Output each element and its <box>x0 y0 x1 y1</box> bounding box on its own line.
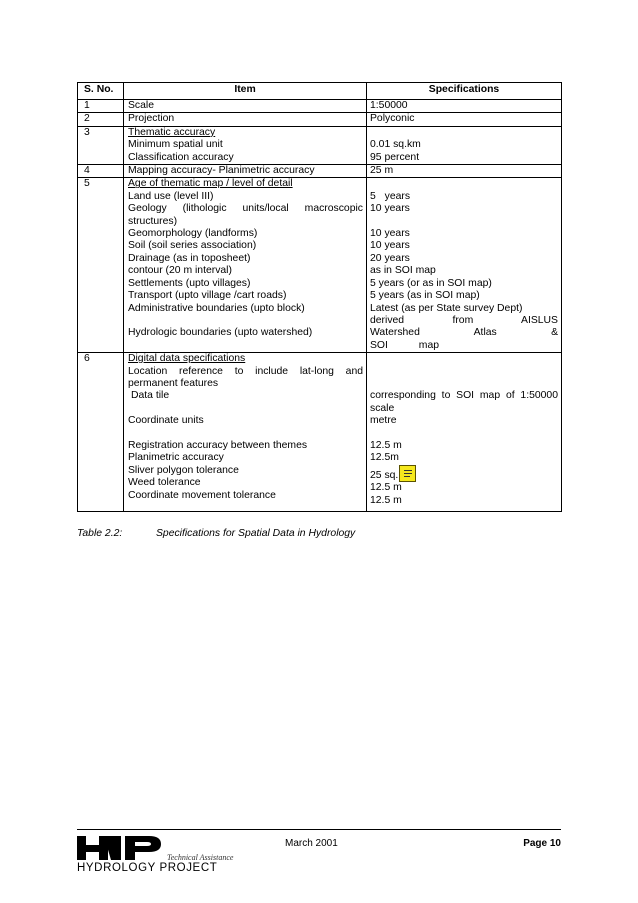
sticky-note-icon[interactable] <box>399 465 416 482</box>
spec-text: 10 years <box>370 228 410 240</box>
item-text: Coordinate movement tolerance <box>128 489 276 501</box>
item-text: Minimum spatial unit <box>128 139 223 151</box>
item-text: Registration accuracy between themes <box>128 439 308 451</box>
table-row <box>78 100 562 113</box>
table-row <box>78 353 562 512</box>
item-text: Settlements (upto villages) <box>128 277 251 289</box>
spec-text: 12.5 m <box>370 439 402 451</box>
spec-text: 10 years <box>370 203 410 215</box>
spec-line-with-note <box>370 465 558 482</box>
item-text: contour (20 m interval) <box>128 265 232 277</box>
row-sno: 5 <box>78 178 124 353</box>
spec-text: 95 percent <box>370 151 420 163</box>
item-text: Hydrologic boundaries (upto watershed) <box>128 327 313 339</box>
spec-text: 12.5m <box>370 452 399 464</box>
spec-text: 10 years <box>370 240 410 252</box>
item-text: Weed tolerance <box>128 477 201 489</box>
item-text: Drainage (as in toposheet) <box>128 252 251 264</box>
header-sno: S. No. <box>78 83 124 100</box>
row-sno: 1 <box>78 100 124 113</box>
header-item: Item <box>124 83 367 100</box>
table-caption-text: Specifications for Spatial Data in Hydrology <box>156 528 356 539</box>
item-text: Projection <box>128 113 175 125</box>
table-row <box>78 113 562 126</box>
spec-text: as in SOI map <box>370 265 436 277</box>
item-heading: Digital data specifications <box>128 353 246 365</box>
table-row <box>78 126 562 164</box>
logo-name: HYDROLOGY PROJECT <box>77 862 218 874</box>
spec-text: 5 years <box>370 190 411 202</box>
row-sno: 4 <box>78 165 124 178</box>
hp-logo-icon <box>77 834 167 862</box>
item-text: Soil (soil series association) <box>128 240 257 252</box>
item-text: Land use (level III) <box>128 190 214 202</box>
item-text: Transport (upto village /cart roads) <box>128 290 287 302</box>
table-caption-label: Table 2.2: <box>77 528 123 539</box>
item-heading: Thematic accuracy <box>128 126 216 138</box>
item-text: Administrative boundaries (upto block) <box>128 302 305 314</box>
logo-tagline: Technical Assistance <box>167 853 234 862</box>
spec-text: metre <box>370 415 397 427</box>
item-text: Mapping accuracy- Planimetric accuracy <box>128 165 315 177</box>
spec-text: 25 sq. <box>370 469 399 481</box>
item-text: Geology (lithologic units/local macroscopic structures) <box>128 203 363 227</box>
spec-text: 1:50000 <box>370 100 408 111</box>
item-text: Data tile <box>131 390 170 402</box>
spec-text: derived from AISLUS Watershed Atlas & SOI map <box>370 314 558 351</box>
row-sno: 2 <box>78 113 124 126</box>
item-text: Planimetric accuracy <box>128 452 224 464</box>
item-heading: Age of thematic map / level of detail <box>128 178 293 190</box>
item-text: Location reference to include lat-long and permanent features <box>128 365 363 389</box>
table-row <box>78 178 562 353</box>
hydrology-project-logo <box>77 834 234 876</box>
item-text: Classification accuracy <box>128 151 234 163</box>
item-text: Coordinate units <box>128 415 204 427</box>
row-sno: 3 <box>78 126 124 164</box>
spec-text: 25 m <box>370 165 394 177</box>
table-row <box>78 165 562 178</box>
spec-text: 12.5 m <box>370 494 402 506</box>
spec-text: 20 years <box>370 252 410 264</box>
spec-text: 5 years (as in SOI map) <box>370 290 480 302</box>
specifications-table <box>77 82 562 512</box>
item-text: Geomorphology (landforms) <box>128 228 258 240</box>
item-text: Scale <box>128 100 154 111</box>
footer-date: March 2001 <box>285 838 338 849</box>
footer-divider <box>77 829 561 830</box>
item-text: Sliver polygon tolerance <box>128 464 239 476</box>
spec-text: 5 years (or as in SOI map) <box>370 277 492 289</box>
spec-text: Polyconic <box>370 113 415 125</box>
spec-text: corresponding to SOI map of 1:50000 scale <box>370 390 558 414</box>
spec-text: 0.01 sq.km <box>370 139 421 151</box>
spec-text: Latest (as per State survey Dept) <box>370 302 523 314</box>
footer-page-number: Page 10 <box>523 838 561 849</box>
table-header-row <box>78 83 562 100</box>
header-spec: Specifications <box>367 83 562 100</box>
spec-text: 12.5 m <box>370 482 402 494</box>
row-sno: 6 <box>78 353 124 512</box>
